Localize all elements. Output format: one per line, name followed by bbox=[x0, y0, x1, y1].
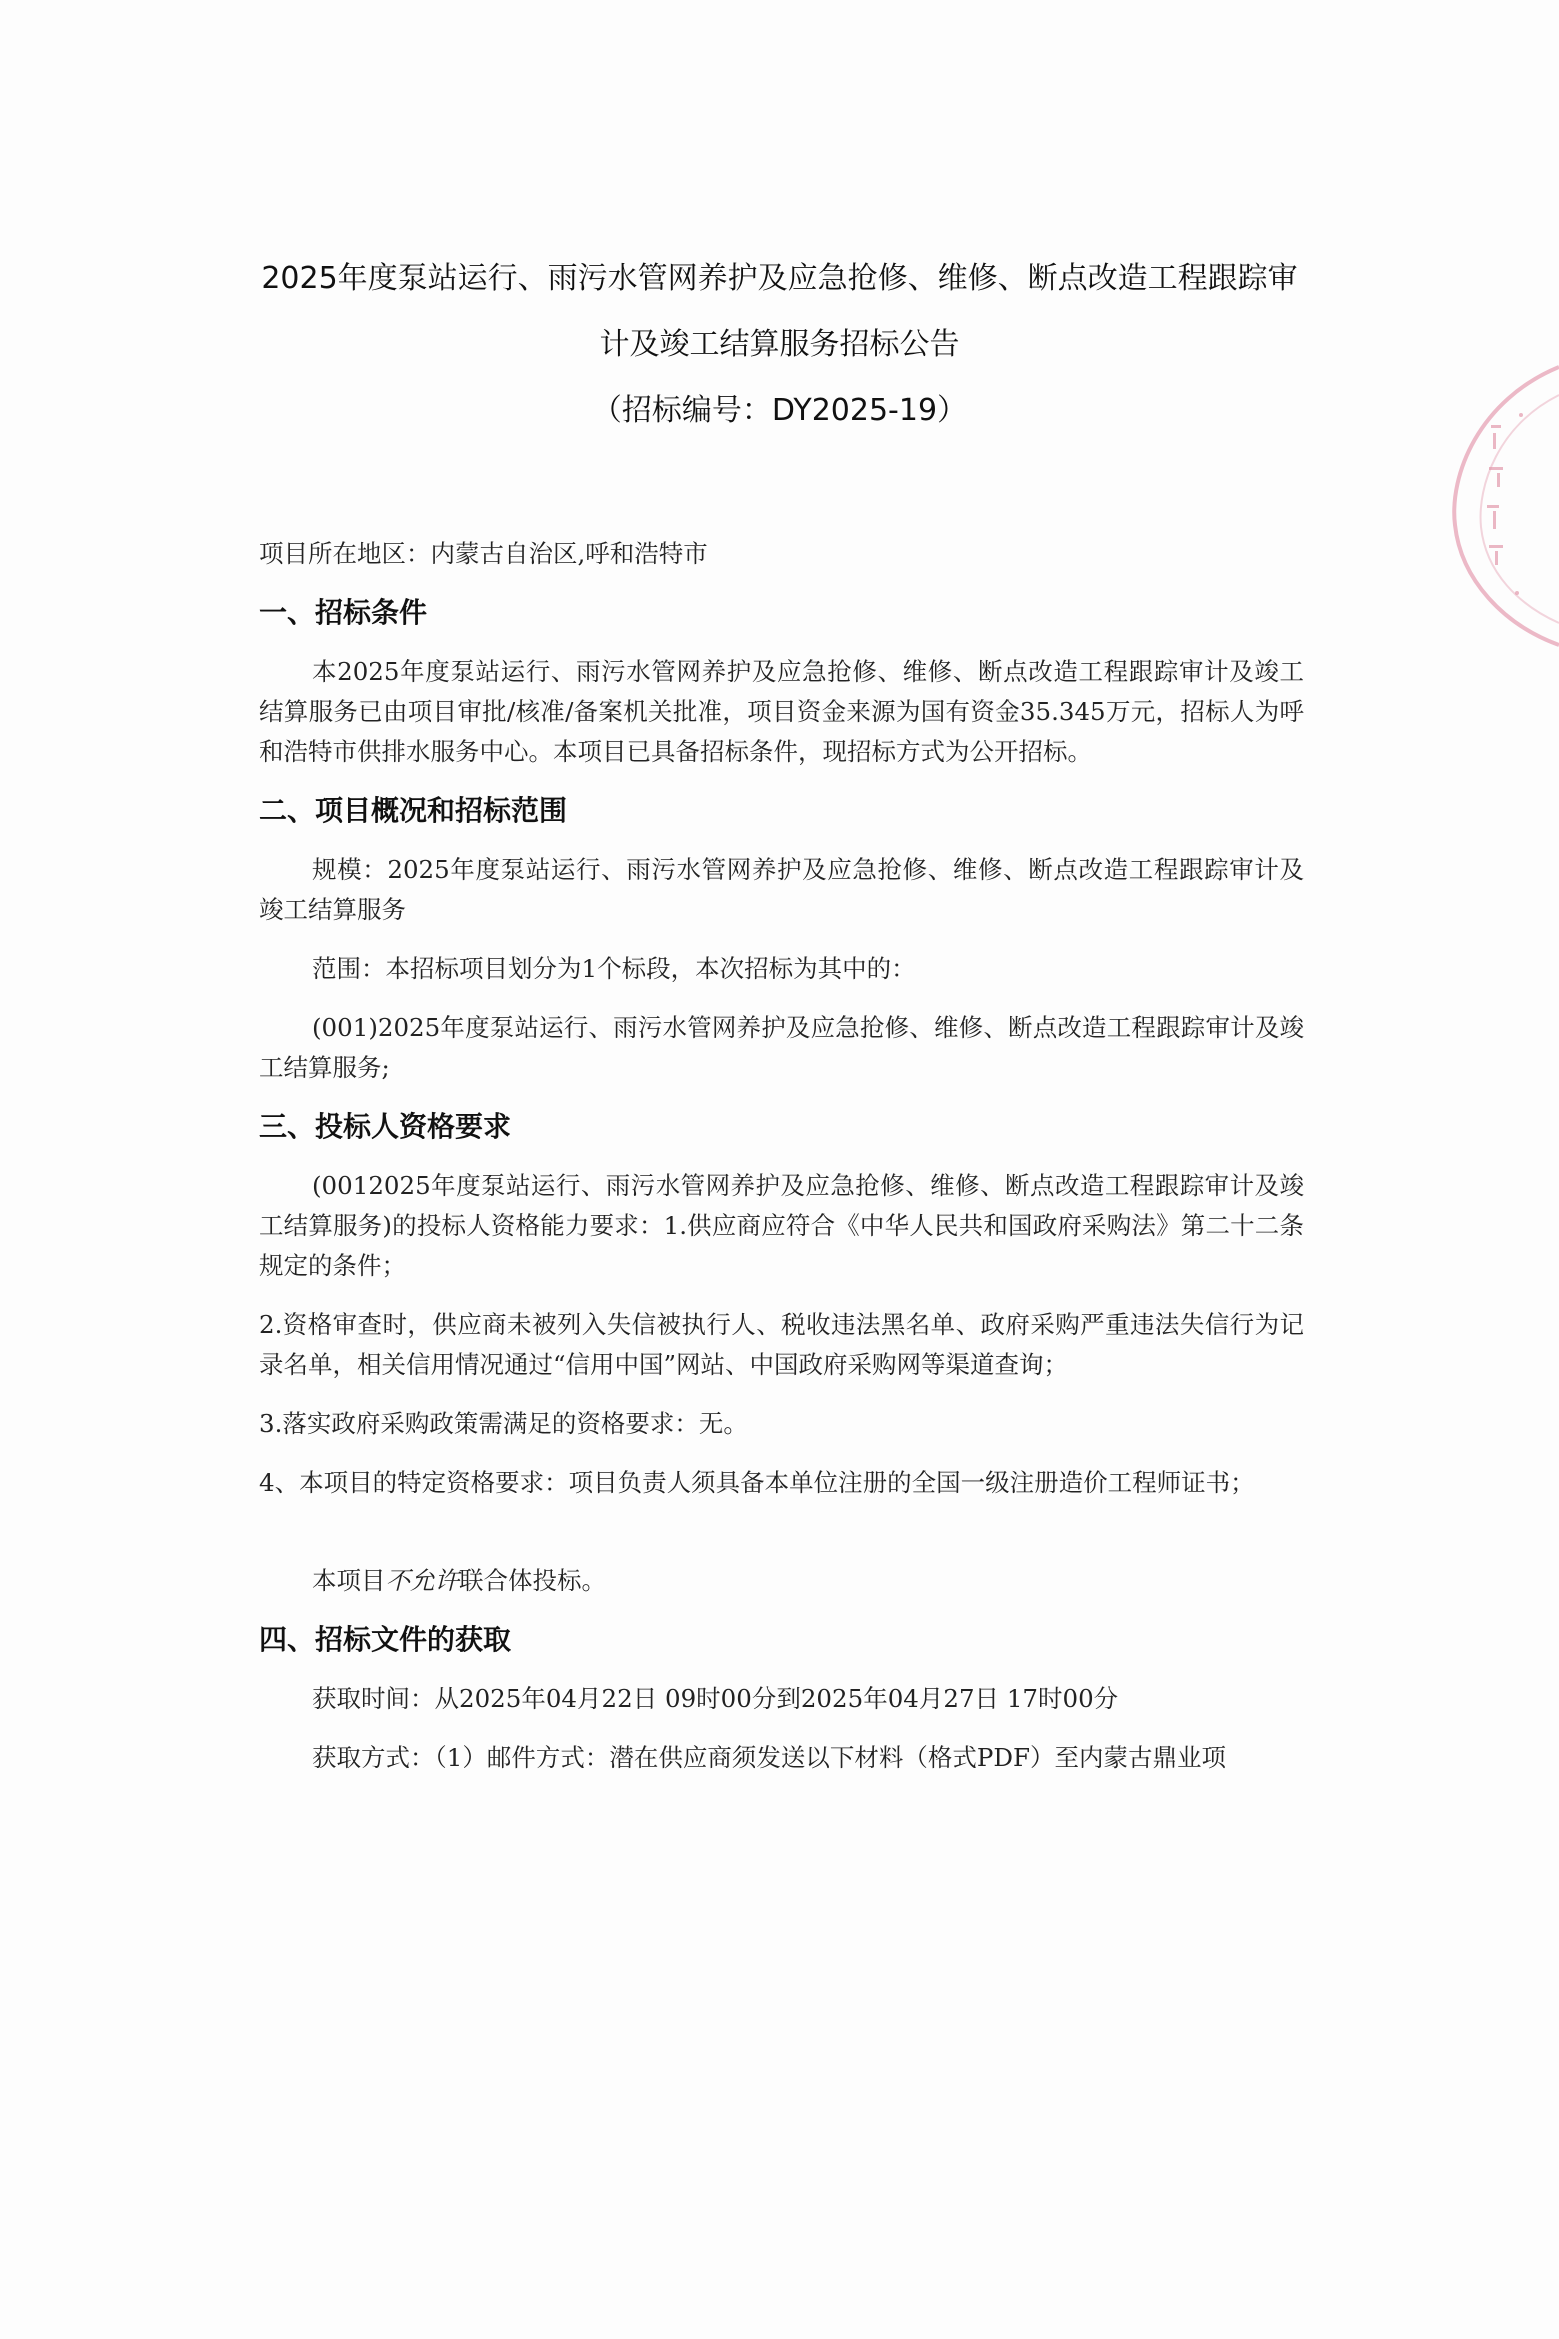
section-3-heading: 三、投标人资格要求 bbox=[259, 1110, 512, 1143]
document-body bbox=[259, 534, 1304, 1797]
consortium-not-allowed: 不允许 bbox=[385, 1566, 459, 1595]
consortium-suffix: 联合体投标。 bbox=[459, 1566, 606, 1595]
qualification-1: (0012025年度泵站运行、雨污水管网养护及应急抢修、维修、断点改造工程跟踪审计及竣工结算服务)的投标人资格能力要求：1.供应商应符合《中华人民共和国政府采购法》第二十二条规定的条件； bbox=[259, 1171, 1304, 1280]
title-line-2: 计及竣工结算服务招标公告 bbox=[599, 327, 960, 362]
document-title bbox=[0, 258, 1559, 456]
section-2-heading: 二、项目概况和招标范围 bbox=[259, 794, 568, 827]
acquisition-time: 获取时间：从2025年04月22日 09时00分到2025年04月27日 17时00分 bbox=[312, 1684, 1119, 1713]
project-scale: 规模：2025年度泵站运行、雨污水管网养护及应急抢修、维修、断点改造工程跟踪审计及竣工结算服务 bbox=[259, 855, 1304, 924]
project-location: 项目所在地区：内蒙古自治区,呼和浩特市 bbox=[259, 539, 708, 568]
project-scope: 范围：本招标项目划分为1个标段，本次招标为其中的： bbox=[312, 954, 916, 983]
qualification-3: 3.落实政府采购政策需满足的资格要求：无。 bbox=[259, 1409, 748, 1438]
qualification-2: 2.资格审查时，供应商未被列入失信被执行人、税收违法黑名单、政府采购严重违法失信行为记录名单，相关信用情况通过“信用中国”网站、中国政府采购网等渠道查询； bbox=[259, 1310, 1304, 1379]
title-line-1: 2025年度泵站运行、雨污水管网养护及应急抢修、维修、断点改造工程跟踪审 bbox=[261, 261, 1298, 296]
section-1-paragraph: 本2025年度泵站运行、雨污水管网养护及应急抢修、维修、断点改造工程跟踪审计及竣工结算服务已由项目审批/核准/备案机关批准，项目资金来源为国有资金35.345万元，招标人为呼和浩特市供排水服务中心。本项目已具备招标条件，现招标方式为公开招标。 bbox=[259, 657, 1304, 766]
consortium-prefix: 本项目 bbox=[312, 1566, 386, 1595]
section-1-heading: 一、招标条件 bbox=[259, 596, 428, 629]
tender-code: （招标编号：DY2025-19） bbox=[591, 393, 968, 428]
qualification-4: 4、本项目的特定资格要求：项目负责人须具备本单位注册的全国一级注册造价工程师证书； bbox=[259, 1468, 1255, 1497]
acquisition-method: 获取方式：（1）邮件方式：潜在供应商须发送以下材料（格式PDF）至内蒙古鼎业项 bbox=[312, 1743, 1226, 1772]
project-lot: (001)2025年度泵站运行、雨污水管网养护及应急抢修、维修、断点改造工程跟踪审计及竣工结算服务; bbox=[259, 1013, 1304, 1082]
consortium-statement bbox=[259, 1561, 1304, 1601]
section-4-heading: 四、招标文件的获取 bbox=[259, 1623, 512, 1656]
